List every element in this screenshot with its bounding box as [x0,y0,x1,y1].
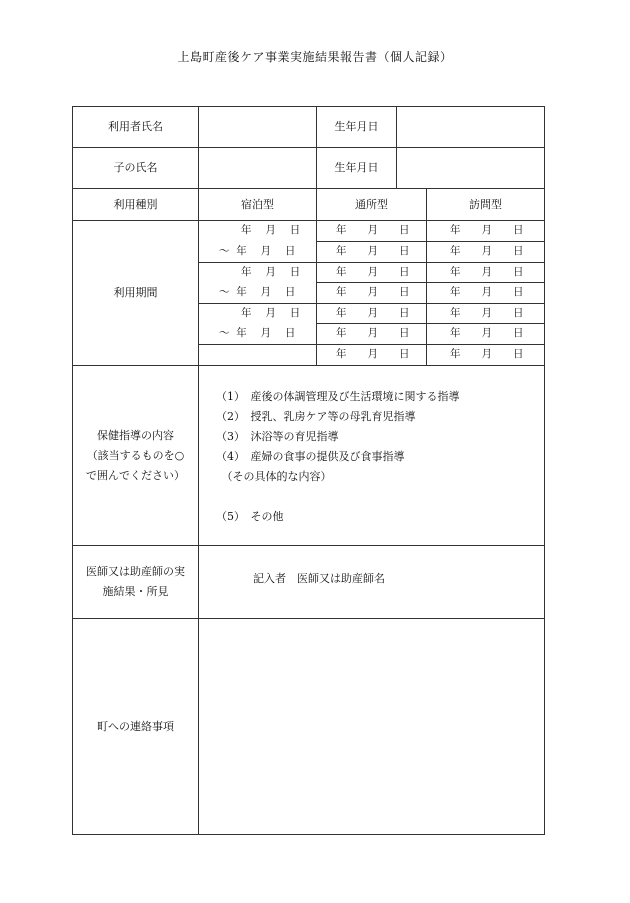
usage-period-label: 利用期間 [113,286,158,299]
visit-date-6[interactable]: 年 月 日 [450,327,524,339]
visit-date-1[interactable]: 年 月 日 [450,224,524,236]
guidance-item-3[interactable]: （3） 沐浴等の育児指導 [216,430,339,443]
stay-end-date-3[interactable]: ～ 年 月 日 [219,327,296,339]
child-name-field[interactable] [199,148,316,188]
daycare-date-7[interactable]: 年 月 日 [336,348,410,360]
type-stay: 宿泊型 [241,197,274,211]
daycare-date-2[interactable]: 年 月 日 [336,245,410,257]
daycare-date-3[interactable]: 年 月 日 [336,266,410,278]
daycare-date-1[interactable]: 年 月 日 [336,224,410,236]
stay-start-date-3[interactable]: 年 月 日 [241,307,301,319]
recorder-label: 記入者 医師又は助産師名 [253,572,385,585]
daycare-date-4[interactable]: 年 月 日 [336,286,410,298]
child-name-label: 子の氏名 [113,161,158,174]
stay-end-date-2[interactable]: ～ 年 月 日 [219,286,296,298]
result-label: 医師又は助産師の実 施結果・所見 [86,565,185,598]
user-name-field[interactable] [199,107,316,147]
report-form [72,106,545,835]
user-name-label: 利用者氏名 [108,120,163,133]
guidance-label: 保健指導の内容 （該当するものを○ で囲んでください） [86,428,185,482]
contact-field[interactable] [199,619,544,834]
document-title: 上島町産後ケア事業実施結果報告書（個人記録） [177,50,453,64]
visit-date-2[interactable]: 年 月 日 [450,245,524,257]
guidance-item-2[interactable]: （2） 授乳、乳房ケア等の母乳育児指導 [216,410,416,423]
visit-date-4[interactable]: 年 月 日 [450,286,524,298]
contact-label: 町への連絡事項 [97,719,174,733]
guidance-item-1[interactable]: （1） 産後の体調管理及び生活環境に関する指導 [216,390,460,403]
recorder-name-field[interactable] [373,546,544,618]
guidance-spacer [216,487,460,507]
stay-end-date-1[interactable]: ～ 年 月 日 [219,245,296,257]
user-birth-date-field[interactable] [397,107,544,147]
usage-type-label: 利用種別 [113,197,158,211]
daycare-date-6[interactable]: 年 月 日 [336,327,410,339]
guidance-item-4-detail: （その具体的な内容） [216,470,332,483]
daycare-date-5[interactable]: 年 月 日 [336,307,410,319]
guidance-items-list [216,387,460,527]
type-daycare: 通所型 [355,197,388,211]
stay-start-date-2[interactable]: 年 月 日 [241,266,301,278]
user-birth-date-label: 生年月日 [334,120,379,133]
type-visit: 訪問型 [469,197,502,211]
guidance-item-5[interactable]: （5） その他 [216,510,284,523]
stay-start-date-1[interactable]: 年 月 日 [241,224,301,236]
visit-date-7[interactable]: 年 月 日 [450,348,524,360]
child-birth-date-label: 生年月日 [334,161,379,174]
guidance-item-4[interactable]: （4） 産婦の食事の提供及び食事指導 [216,450,405,463]
visit-date-3[interactable]: 年 月 日 [450,266,524,278]
child-birth-date-field[interactable] [397,148,544,188]
visit-date-5[interactable]: 年 月 日 [450,307,524,319]
